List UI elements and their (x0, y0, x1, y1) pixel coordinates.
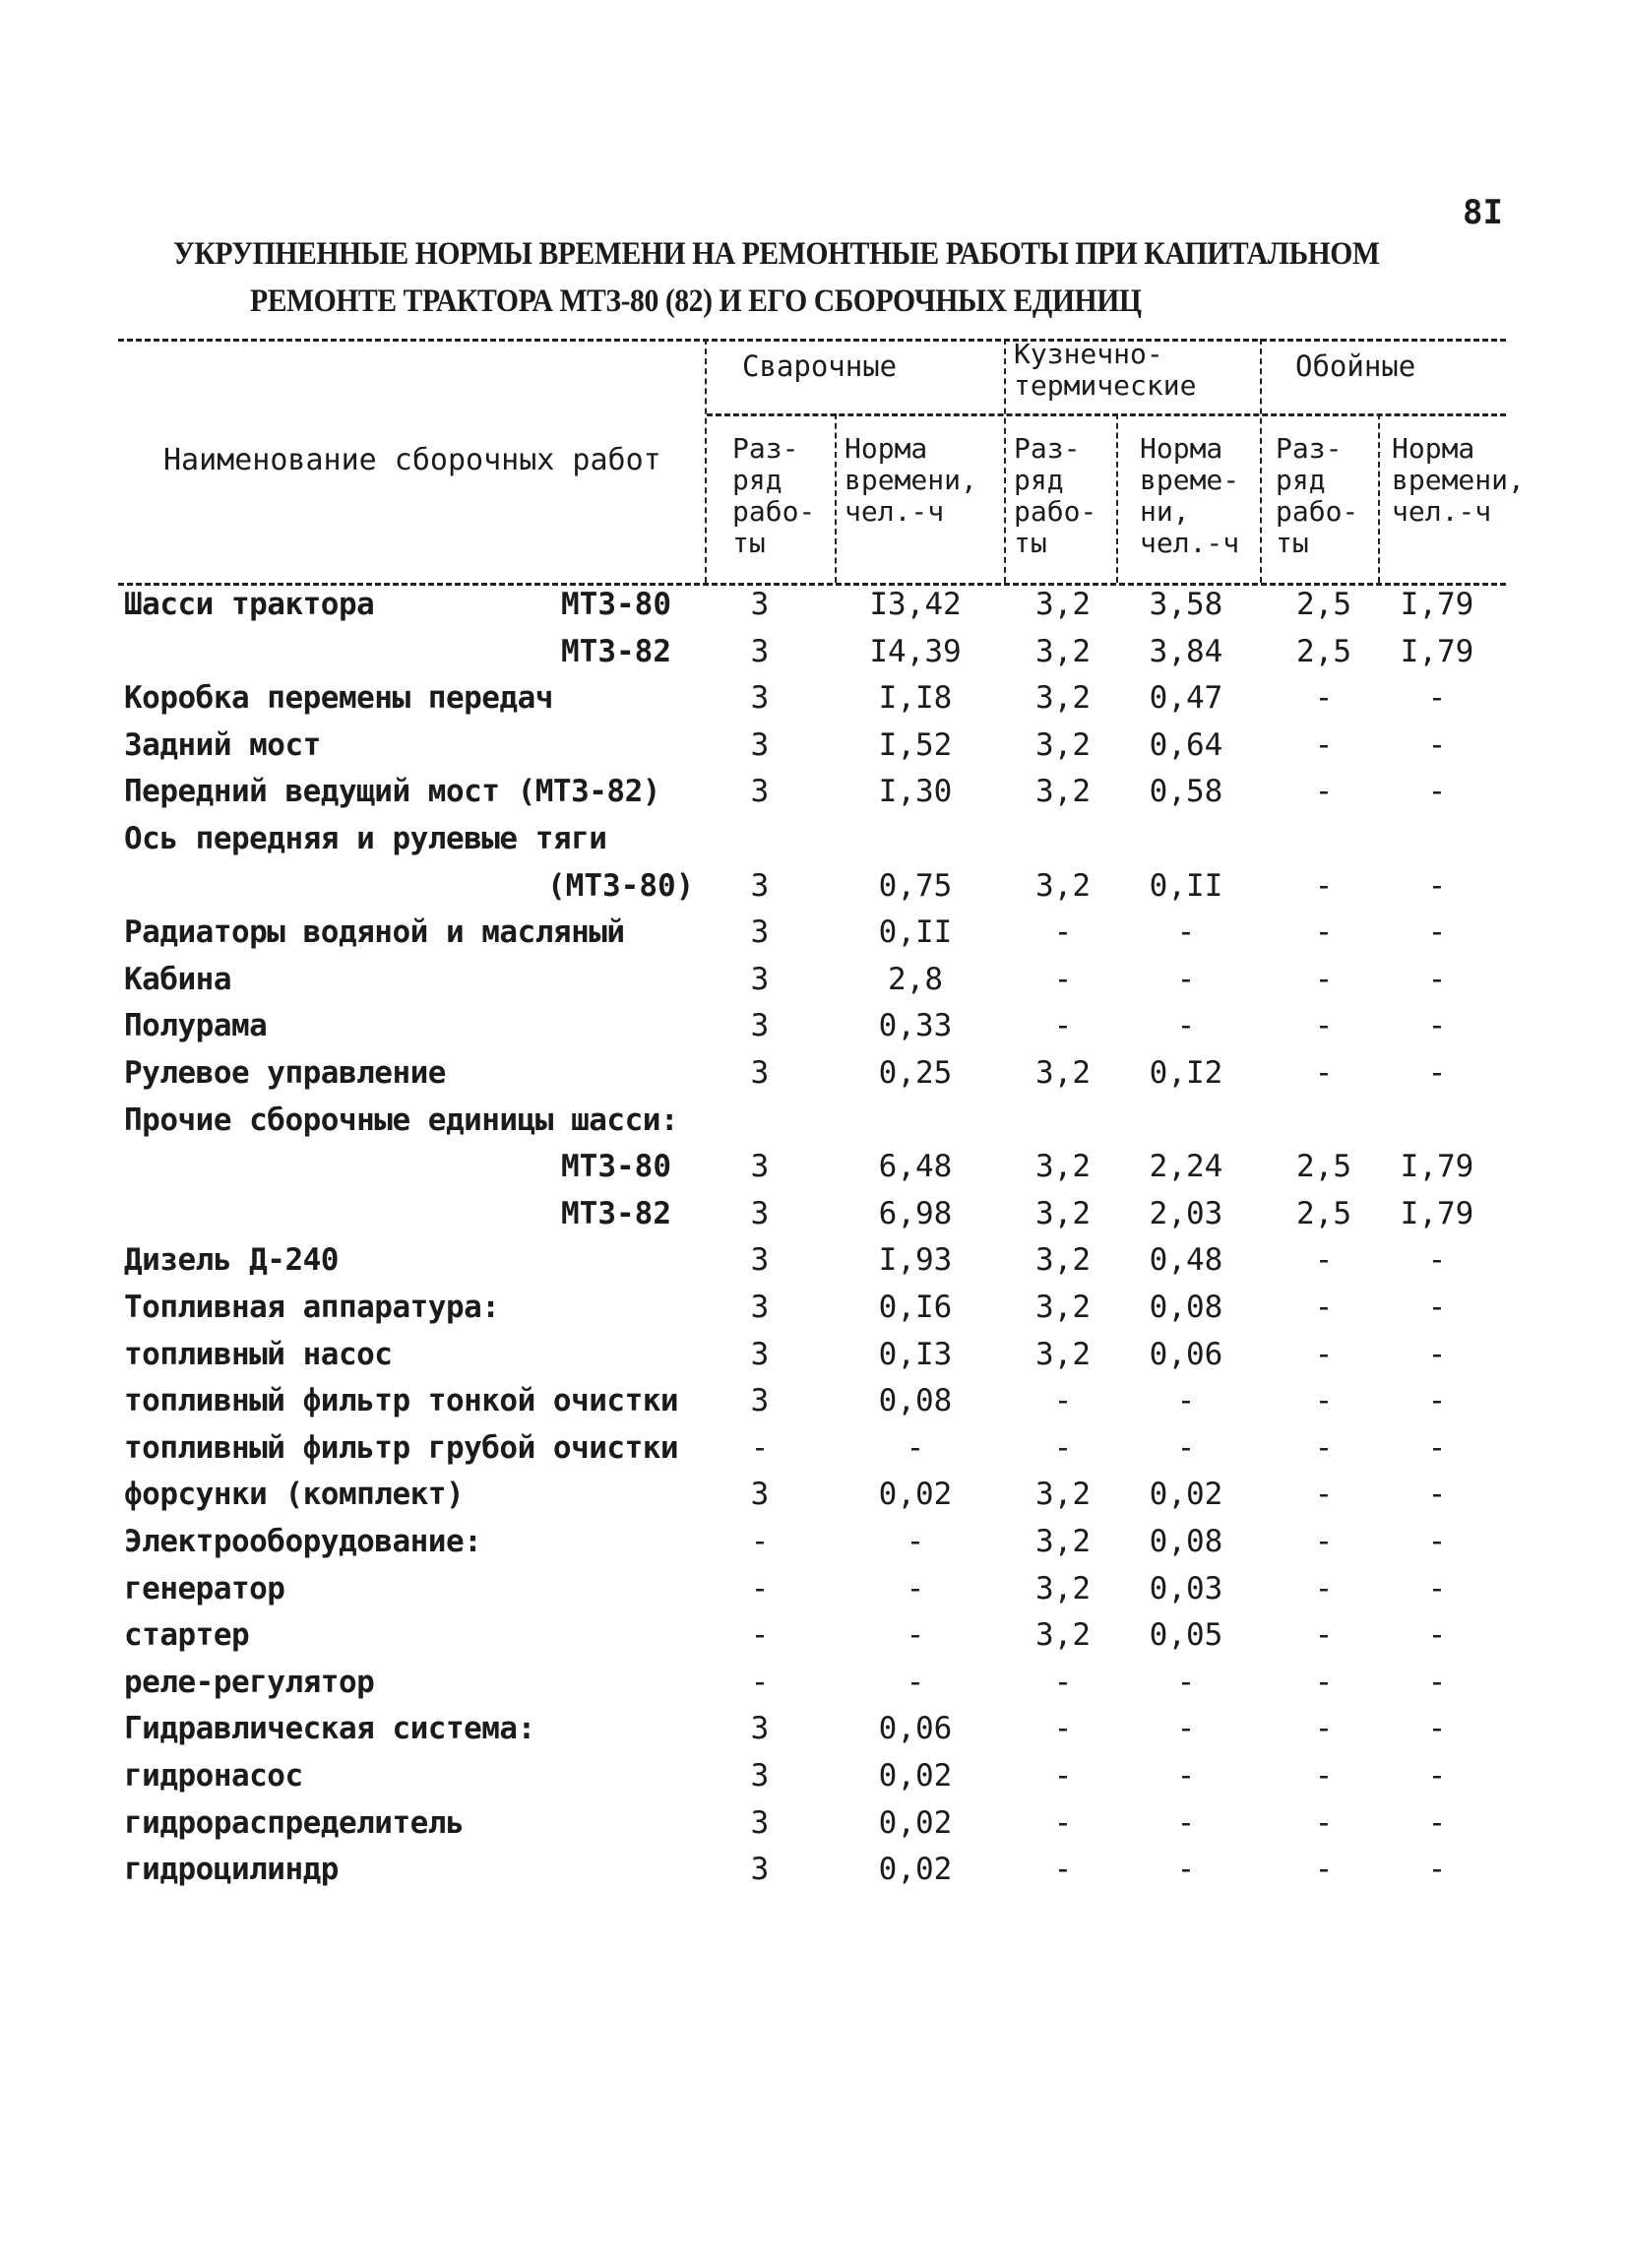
cell-c5: - (1314, 1429, 1334, 1466)
table-row (0, 958, 1628, 1003)
header-norm-forge: Норма време- ни, чел.-ч (1140, 432, 1240, 559)
cell-c4: - (1176, 1429, 1196, 1466)
cell-c6: - (1427, 1617, 1447, 1654)
cell-c1: 3 (750, 1336, 770, 1372)
table-row (0, 1099, 1628, 1144)
cell-c2: - (906, 1570, 925, 1606)
cell-c5: 2,5 (1296, 1195, 1351, 1231)
row-name: Задний мост (124, 726, 321, 763)
header-divider (1260, 339, 1262, 583)
cell-c5: - (1314, 1852, 1334, 1888)
cell-c3: - (1053, 1804, 1073, 1841)
cell-c3: 3,2 (1035, 680, 1091, 717)
cell-c6: - (1427, 1242, 1447, 1279)
cell-c2: 0,02 (878, 1477, 953, 1513)
row-model: МТЗ-82 (561, 633, 671, 669)
cell-c1: 3 (750, 914, 770, 951)
cell-c1: - (750, 1570, 770, 1606)
cell-c2: 0,I6 (878, 1290, 953, 1325)
header-group-welding: Сварочные (742, 349, 898, 383)
cell-c3: - (1053, 1008, 1073, 1044)
cell-c6: - (1427, 774, 1447, 810)
row-name: стартер (124, 1617, 250, 1654)
cell-c1: 3 (750, 633, 770, 669)
cell-c2: 6,98 (878, 1195, 953, 1231)
cell-c6: - (1427, 726, 1447, 763)
cell-c3: 3,2 (1035, 1290, 1091, 1325)
cell-c4: 0,08 (1149, 1524, 1223, 1559)
page-number: 8I (1463, 193, 1503, 232)
cell-c2: 6,48 (878, 1149, 953, 1185)
table-row (0, 583, 1628, 628)
cell-c1: 3 (750, 1758, 770, 1794)
cell-c5: - (1314, 914, 1334, 951)
cell-c2: 0,II (878, 914, 953, 951)
cell-c6: - (1427, 1290, 1447, 1325)
cell-c6: I,79 (1400, 633, 1474, 669)
cell-c4: 0,58 (1149, 774, 1223, 810)
table-row (0, 1567, 1628, 1612)
cell-c1: 3 (750, 1804, 770, 1841)
row-name: Шасси трактора (124, 587, 375, 622)
cell-c3: - (1053, 914, 1073, 951)
cell-c5: 2,5 (1296, 633, 1351, 669)
row-name: гидроцилиндр (124, 1852, 339, 1888)
header-top-rule (118, 339, 1506, 342)
table-row (0, 1286, 1628, 1331)
cell-c4: 2,03 (1149, 1195, 1223, 1231)
cell-c4: 3,84 (1149, 633, 1223, 669)
header-grade-welding: Раз- ряд рабо- ты (732, 432, 816, 559)
cell-c3: - (1053, 1429, 1073, 1466)
cell-c6: - (1427, 1570, 1447, 1606)
row-name: Рулевое управление (124, 1055, 446, 1091)
cell-c1: 3 (750, 1383, 770, 1419)
cell-c2: I,93 (878, 1242, 953, 1279)
cell-c2: - (906, 1429, 925, 1466)
cell-c5: - (1314, 1664, 1334, 1700)
cell-c2: I3,42 (869, 587, 962, 622)
cell-c1: 3 (750, 1242, 770, 1279)
cell-c4: 0,05 (1149, 1617, 1223, 1654)
cell-c4: 0,06 (1149, 1336, 1223, 1372)
row-name: гидрораспределитель (124, 1804, 465, 1841)
cell-c4: 0,02 (1149, 1477, 1223, 1513)
cell-c2: 2,8 (888, 961, 943, 997)
cell-c6: - (1427, 1804, 1447, 1841)
cell-c3: 3,2 (1035, 1149, 1091, 1185)
table-row (0, 1754, 1628, 1799)
cell-c1: - (750, 1664, 770, 1700)
cell-c1: 3 (750, 774, 770, 810)
cell-c4: 0,48 (1149, 1242, 1223, 1279)
cell-c2: 0,08 (878, 1383, 953, 1419)
cell-c1: - (750, 1617, 770, 1654)
cell-c4: 3,58 (1149, 587, 1223, 622)
cell-c5: - (1314, 1804, 1334, 1841)
cell-c5: - (1314, 961, 1334, 997)
cell-c2: 0,I3 (878, 1336, 953, 1372)
cell-c1: 3 (750, 1852, 770, 1888)
cell-c3: 3,2 (1035, 633, 1091, 669)
cell-c5: - (1314, 1758, 1334, 1794)
table-row (0, 1192, 1628, 1237)
table-row (0, 1848, 1628, 1893)
header-group-forge: Кузнечно- термические (1014, 338, 1197, 402)
cell-c1: 3 (750, 1290, 770, 1325)
cell-c1: 3 (750, 726, 770, 763)
cell-c1: 3 (750, 1008, 770, 1044)
table-row (0, 1661, 1628, 1706)
row-name: гидронасос (124, 1758, 303, 1794)
table-row (0, 1333, 1628, 1378)
row-name: Гидравлическая система: (124, 1711, 535, 1747)
cell-c2: - (906, 1617, 925, 1654)
header-norm-upholstery: Норма времени, чел.-ч (1392, 432, 1525, 528)
row-name: генератор (124, 1570, 285, 1606)
row-name: форсунки (комплект) (124, 1477, 465, 1513)
cell-c3: 3,2 (1035, 1336, 1091, 1372)
cell-c1: 3 (750, 961, 770, 997)
cell-c1: 3 (750, 587, 770, 622)
cell-c2: I,30 (878, 774, 953, 810)
cell-c4: - (1176, 1008, 1196, 1044)
cell-c1: 3 (750, 680, 770, 717)
cell-c6: - (1427, 867, 1447, 904)
cell-c5: - (1314, 1711, 1334, 1747)
header-divider (705, 339, 707, 583)
cell-c1: 3 (750, 1149, 770, 1185)
cell-c2: 0,33 (878, 1008, 953, 1044)
cell-c3: 3,2 (1035, 774, 1091, 810)
cell-c6: I,79 (1400, 1195, 1474, 1231)
cell-c2: - (906, 1524, 925, 1559)
row-model: МТЗ-82 (561, 1195, 671, 1231)
cell-c2: 0,25 (878, 1055, 953, 1091)
cell-c2: I,52 (878, 726, 953, 763)
table-row (0, 724, 1628, 769)
cell-c5: - (1314, 867, 1334, 904)
row-name: топливный насос (124, 1336, 393, 1372)
cell-c6: - (1427, 1477, 1447, 1513)
row-name: Кабина (124, 961, 231, 997)
cell-c6: - (1427, 1711, 1447, 1747)
cell-c6: - (1427, 914, 1447, 951)
header-grade-upholstery: Раз- ряд рабо- ты (1276, 432, 1359, 559)
cell-c3: 3,2 (1035, 1477, 1091, 1513)
cell-c3: 3,2 (1035, 1242, 1091, 1279)
header-divider (1116, 413, 1118, 583)
row-name: Полурама (124, 1008, 268, 1044)
row-name: реле-регулятор (124, 1664, 375, 1700)
header-name-column: Наименование сборочных работ (163, 443, 661, 477)
cell-c3: 3,2 (1035, 1524, 1091, 1559)
cell-c1: 3 (750, 1477, 770, 1513)
cell-c4: - (1176, 914, 1196, 951)
row-name: топливный фильтр тонкой очистки (124, 1383, 679, 1419)
cell-c3: - (1053, 1852, 1073, 1888)
cell-c4: 0,II (1149, 867, 1223, 904)
cell-c5: - (1314, 1242, 1334, 1279)
cell-c6: - (1427, 680, 1447, 717)
cell-c6: I,79 (1400, 587, 1474, 622)
table-row (0, 1613, 1628, 1659)
row-model: (МТЗ-80) (547, 867, 695, 904)
title-line-2: РЕМОНТЕ ТРАКТОРА МТЗ-80 (82) И ЕГО СБОРОЧНЫХ ЕДИНИЦ (250, 284, 1142, 319)
table-row (0, 911, 1628, 956)
cell-c1: 3 (750, 1195, 770, 1231)
cell-c4: - (1176, 1804, 1196, 1841)
cell-c5: - (1314, 1617, 1334, 1654)
cell-c3: 3,2 (1035, 1570, 1091, 1606)
cell-c6: - (1427, 961, 1447, 997)
cell-c2: 0,75 (878, 867, 953, 904)
cell-c2: I4,39 (869, 633, 962, 669)
cell-c3: - (1053, 1383, 1073, 1419)
cell-c1: 3 (750, 1055, 770, 1091)
header-grade-forge: Раз- ряд рабо- ты (1014, 432, 1097, 559)
table-row (0, 1426, 1628, 1472)
cell-c1: 3 (750, 1711, 770, 1747)
cell-c5: - (1314, 1524, 1334, 1559)
cell-c5: - (1314, 1290, 1334, 1325)
cell-c4: 0,08 (1149, 1290, 1223, 1325)
cell-c5: - (1314, 726, 1334, 763)
table-row (0, 817, 1628, 862)
cell-c3: 3,2 (1035, 1617, 1091, 1654)
cell-c3: - (1053, 1711, 1073, 1747)
cell-c6: I,79 (1400, 1149, 1474, 1185)
row-name: Электрооборудование: (124, 1524, 482, 1559)
cell-c2: - (906, 1664, 925, 1700)
cell-c3: - (1053, 1758, 1073, 1794)
cell-c4: - (1176, 1758, 1196, 1794)
cell-c1: - (750, 1429, 770, 1466)
cell-c4: 0,I2 (1149, 1055, 1223, 1091)
cell-c6: - (1427, 1008, 1447, 1044)
cell-c1: - (750, 1524, 770, 1559)
cell-c3: 3,2 (1035, 1055, 1091, 1091)
cell-c2: 0,06 (878, 1711, 953, 1747)
cell-c3: - (1053, 1664, 1073, 1700)
cell-c4: 0,47 (1149, 680, 1223, 717)
table-row (0, 770, 1628, 815)
cell-c4: 0,03 (1149, 1570, 1223, 1606)
row-name: Топливная аппаратура: (124, 1290, 500, 1325)
table-row (0, 1051, 1628, 1097)
cell-c3: 3,2 (1035, 726, 1091, 763)
cell-c3: 3,2 (1035, 587, 1091, 622)
table-row (0, 1379, 1628, 1424)
cell-c5: 2,5 (1296, 587, 1351, 622)
row-name: Передний ведущий мост (МТЗ-82) (124, 774, 660, 810)
row-name: Коробка перемены передач (124, 680, 553, 717)
cell-c4: 2,24 (1149, 1149, 1223, 1185)
cell-c6: - (1427, 1524, 1447, 1559)
row-model: МТЗ-80 (561, 1149, 671, 1185)
table-row (0, 676, 1628, 722)
cell-c5: - (1314, 1008, 1334, 1044)
cell-c6: - (1427, 1336, 1447, 1372)
header-divider (835, 413, 837, 583)
cell-c5: 2,5 (1296, 1149, 1351, 1185)
header-divider (1378, 413, 1380, 583)
cell-c5: - (1314, 680, 1334, 717)
cell-c4: - (1176, 1383, 1196, 1419)
cell-c2: I,I8 (878, 680, 953, 717)
row-name: Радиаторы водяной и масляный (124, 914, 625, 951)
table-row (0, 1520, 1628, 1565)
cell-c2: 0,02 (878, 1804, 953, 1841)
header-group-upholstery: Обойные (1295, 349, 1416, 383)
cell-c5: - (1314, 1336, 1334, 1372)
table-row (0, 1473, 1628, 1518)
row-model: МТЗ-80 (561, 587, 671, 622)
table-row (0, 864, 1628, 910)
row-name: Ось передняя и рулевые тяги (124, 821, 607, 856)
table-row (0, 1801, 1628, 1847)
header-divider (1004, 339, 1006, 583)
row-name: Прочие сборочные единицы шасси: (124, 1102, 679, 1138)
cell-c4: - (1176, 961, 1196, 997)
table-row (0, 630, 1628, 675)
cell-c4: - (1176, 1711, 1196, 1747)
table-row (0, 1238, 1628, 1284)
cell-c1: 3 (750, 867, 770, 904)
cell-c2: 0,02 (878, 1758, 953, 1794)
cell-c4: - (1176, 1852, 1196, 1888)
cell-c6: - (1427, 1852, 1447, 1888)
cell-c6: - (1427, 1429, 1447, 1466)
cell-c4: - (1176, 1664, 1196, 1700)
row-name: Дизель Д-240 (124, 1242, 339, 1279)
table-row (0, 1004, 1628, 1049)
cell-c5: - (1314, 774, 1334, 810)
cell-c2: 0,02 (878, 1852, 953, 1888)
title-line-1: УКРУПНЕННЫЕ НОРМЫ ВРЕМЕНИ НА РЕМОНТНЫЕ РАБОТЫ ПРИ КАПИТАЛЬНОМ (173, 236, 1380, 272)
cell-c4: 0,64 (1149, 726, 1223, 763)
cell-c6: - (1427, 1664, 1447, 1700)
cell-c5: - (1314, 1383, 1334, 1419)
cell-c6: - (1427, 1383, 1447, 1419)
cell-c3: 3,2 (1035, 867, 1091, 904)
table-row (0, 1145, 1628, 1190)
header-norm-welding: Норма времени, чел.-ч (845, 432, 977, 528)
header-group-rule (707, 413, 1506, 416)
row-name: топливный фильтр грубой очистки (124, 1429, 679, 1466)
cell-c5: - (1314, 1055, 1334, 1091)
cell-c6: - (1427, 1055, 1447, 1091)
cell-c6: - (1427, 1758, 1447, 1794)
table-row (0, 1707, 1628, 1752)
cell-c5: - (1314, 1477, 1334, 1513)
cell-c3: 3,2 (1035, 1195, 1091, 1231)
cell-c3: - (1053, 961, 1073, 997)
cell-c5: - (1314, 1570, 1334, 1606)
